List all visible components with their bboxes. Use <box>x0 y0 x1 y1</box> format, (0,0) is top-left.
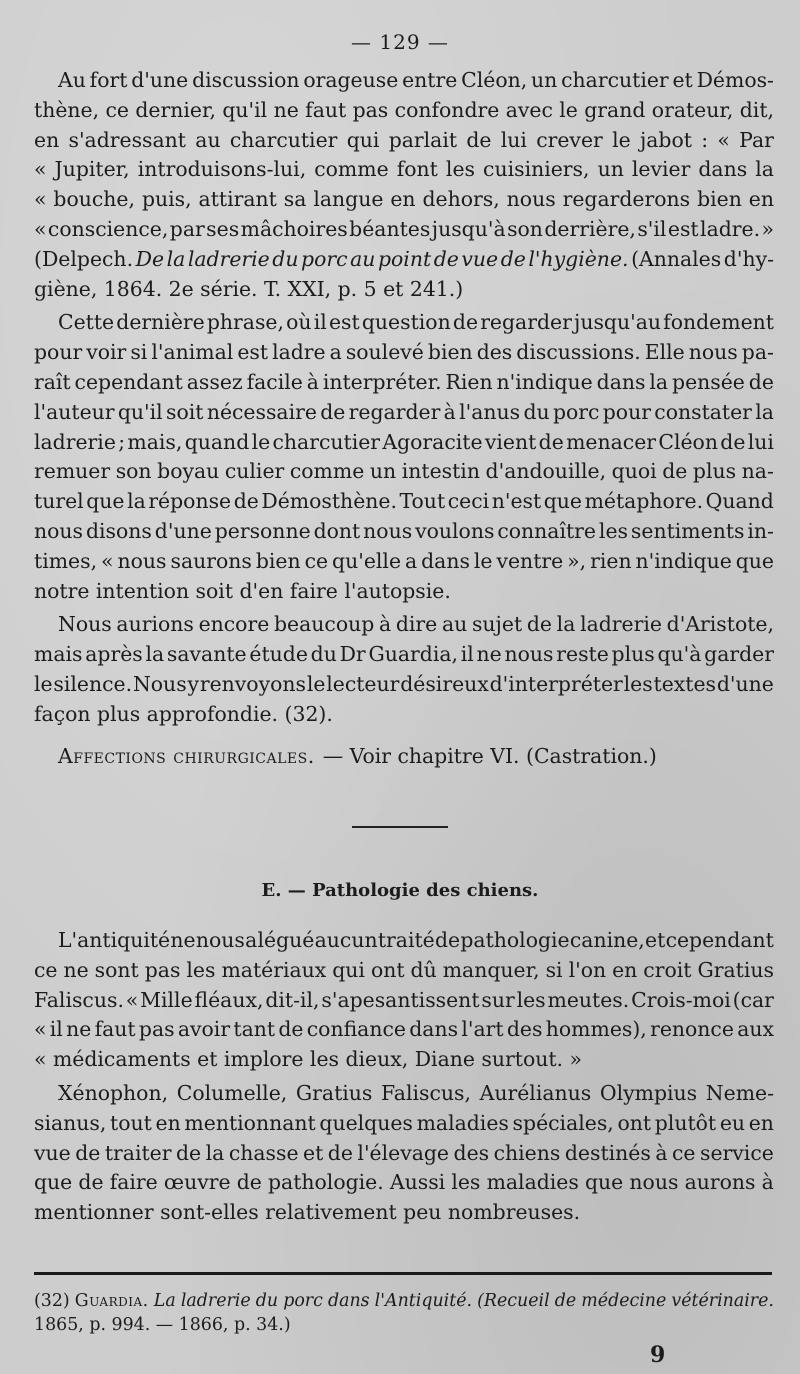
paragraph-p4 <box>34 926 774 1075</box>
text-line: nous disons d'une personne dont nous voulons connaître les sentiments in- <box>34 518 774 543</box>
text-line: L'antiquité ne nous a légué aucun traité de pathologie canine, et cependant <box>58 928 774 952</box>
affections-label: Affections chirurgicales. <box>58 743 315 768</box>
text-line: Faliscus. « Mille fléaux, dit-il, s'apesantissent sur les meutes. Crois-moi (car <box>34 987 774 1012</box>
footnote-rule <box>34 1272 772 1275</box>
paragraph-p1 <box>34 66 774 304</box>
text-line: ladrerie ; mais, quand le charcutier Agoracite vient de menacer Cléon de lui <box>34 429 774 454</box>
text-line: mais après la savante étude du Dr Guardia, il ne nous reste plus qu'à garder <box>34 642 774 667</box>
text-line: notre intention soit d'en faire l'autopsie. <box>34 578 451 603</box>
text-line: pour voir si l'animal est ladre a soulevé bien des discussions. Elle nous pa- <box>34 340 774 365</box>
text-line: « conscience, par ses mâchoires béantes jusqu'à son derrière, s'il est ladre. » <box>34 216 774 241</box>
text-line: le silence. Nous y renvoyons le lecteur désireux d'interpréter les textes d'une <box>34 671 774 696</box>
text-line: Nous aurions encore beaucoup à dire au sujet de la ladrerie d'Aristote, <box>58 612 774 637</box>
text-line: remuer son boyau culier comme un intestin d'andouille, quoi de plus na- <box>34 459 774 484</box>
text-line: en s'adressant au charcutier qui parlait de lui crever le jabot : « Par <box>34 127 774 152</box>
text-line: « bouche, puis, attirant sa langue en dehors, nous regarderons bien en <box>34 187 774 212</box>
text-line: « il ne faut pas avoir tant de confiance dans l'art des hommes), renonce aux <box>34 1017 774 1042</box>
body-text-section <box>34 926 774 1228</box>
text-line: « médicaments et implore les dieux, Diane surtout. » <box>34 1047 582 1072</box>
signature-mark: 9 <box>650 1342 666 1368</box>
text-line: vue de traiter de la chasse et de l'élevage des chiens destinés à ce service <box>34 1140 774 1165</box>
text-line: façon plus approfondie. (32). <box>34 701 333 726</box>
affections-text: — Voir chapitre VI. (Castration.) <box>322 743 657 768</box>
section-separator <box>352 826 448 828</box>
affections-line <box>34 742 774 772</box>
text-line: turel que la réponse de Démosthène. Tout ceci n'est que métaphore. Quand <box>34 489 774 514</box>
text-line: « Jupiter, introduisons-lui, comme font les cuisiniers, un levier dans la <box>34 157 774 182</box>
footnote <box>34 1289 774 1337</box>
body-text-top <box>34 66 774 771</box>
text-line: Cette dernière phrase, où il est question de regarder jusqu'au fondement <box>58 310 774 335</box>
text-line: Xénophon, Columelle, Gratius Faliscus, Aurélianus Olympius Neme- <box>58 1080 774 1105</box>
text-line: (Delpech. De la ladrerie du porc au point de vue de l'hygiène. (Annales d'hy- <box>34 246 774 271</box>
text-line: raît cependant assez facile à interpréter. Rien n'indique dans la pensée de <box>34 369 774 394</box>
footnote-line: 1865, p. 994. — 1866, p. 34.) <box>34 1315 291 1335</box>
text-line: ce ne sont pas les matériaux qui ont dû manquer, si l'on en croit Gratius <box>34 957 774 982</box>
text-line: l'auteur qu'il soit nécessaire de regarder à l'anus du porc pour constater la <box>34 399 774 424</box>
text-line: sianus, tout en mentionnant quelques maladies spéciales, ont plutôt eu en <box>34 1110 774 1135</box>
text-line: mentionner sont-elles relativement peu nombreuses. <box>34 1200 581 1225</box>
page-number: — 129 — <box>351 30 449 54</box>
text-line: giène, 1864. 2e série. T. XXI, p. 5 et 241.) <box>34 276 464 301</box>
section-heading: E. — Pathologie des chiens. <box>261 880 539 901</box>
text-line: Au fort d'une discussion orageuse entre Cléon, un charcutier et Démos- <box>58 68 774 92</box>
paragraph-p2 <box>34 308 774 606</box>
paragraph-p3 <box>34 610 774 729</box>
text-line: que de faire œuvre de pathologie. Aussi les maladies que nous aurons à <box>34 1170 774 1195</box>
footnote-line: (32) Guardia. La ladrerie du porc dans l'Antiquité. (Recueil de médecine vétérinaire. <box>34 1291 774 1311</box>
text-line: times, « nous saurons bien ce qu'elle a dans le ventre », rien n'indique que <box>34 548 774 573</box>
paragraph-p5 <box>34 1079 774 1228</box>
text-line: thène, ce dernier, qu'il ne faut pas confondre avec le grand orateur, dit, <box>34 97 774 122</box>
